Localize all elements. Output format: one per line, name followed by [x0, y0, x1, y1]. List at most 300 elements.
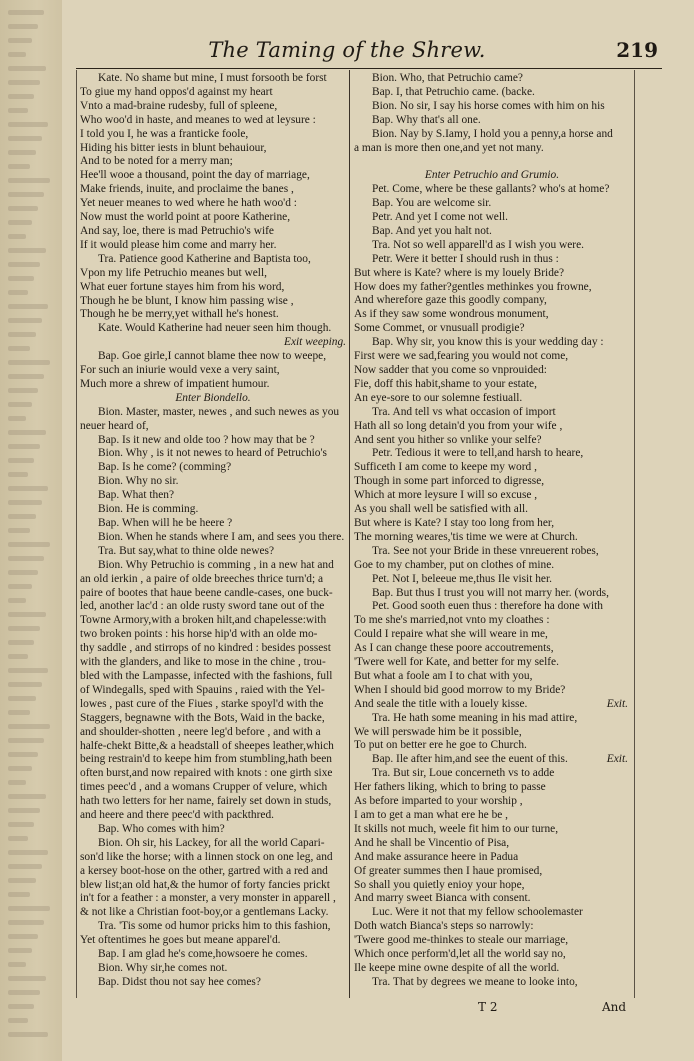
line-text: Hee'll wooe a thousand, point the day of marriage,	[80, 169, 310, 182]
bleed-mark	[8, 94, 34, 99]
text-line	[80, 531, 346, 545]
column-divider	[349, 70, 350, 998]
bleed-mark	[8, 948, 32, 953]
text-line	[80, 962, 346, 976]
text-line	[80, 906, 346, 920]
line-text: Bion. Why no sir.	[98, 475, 179, 488]
line-text: Bion. Why Petruchio is comming , in a new hat and	[98, 558, 334, 571]
bleed-mark	[8, 836, 28, 841]
text-line	[354, 892, 630, 906]
line-text: Goe to my chamber, put on clothes of mine.	[354, 558, 555, 571]
text-line	[354, 948, 630, 962]
line-text: Staggers, begnawne with the Bots, Waid in the backe,	[80, 711, 325, 724]
page-number: 219	[616, 38, 658, 62]
stage-direction: Exit.	[606, 697, 628, 710]
bleed-mark	[8, 220, 32, 225]
text-line	[354, 739, 630, 753]
bleed-mark	[8, 528, 30, 533]
bleed-mark	[8, 752, 38, 757]
text-line	[80, 753, 346, 767]
text-line	[354, 114, 630, 128]
line-text: Bap. Is he come? (comming?	[98, 461, 232, 474]
text-line	[80, 837, 346, 851]
line-text: hath two letters for her name, fairely set down in studs,	[80, 795, 332, 808]
line-text: Doth watch Bianca's steps so narrowly:	[354, 920, 534, 933]
line-text: Bion. Master, master, newes , and such newes as you	[98, 405, 340, 418]
text-line	[354, 767, 630, 781]
line-text: Bap. Ile after him,and see the euent of this.	[372, 753, 568, 766]
text-line	[80, 948, 346, 962]
text-line	[80, 475, 346, 489]
text-line	[80, 114, 346, 128]
bleed-mark	[8, 906, 50, 911]
bleed-mark	[8, 696, 36, 701]
text-line	[354, 531, 630, 545]
line-text: Much more a shrew of impatient humour.	[80, 377, 270, 390]
bleed-mark	[8, 738, 44, 743]
text-line	[354, 489, 630, 503]
line-text: Pet. Good sooth euen thus : therefore ha done with	[372, 600, 603, 613]
line-text: Bap. Who comes with him?	[98, 822, 225, 835]
text-line	[354, 545, 630, 559]
text-line	[354, 183, 630, 197]
text-line	[354, 726, 630, 740]
line-text: Make friends, inuite, and proclaime the banes ,	[80, 183, 294, 196]
line-text: 'Twere good me-thinkes to steale our marriage,	[354, 934, 569, 947]
bleed-mark	[8, 430, 46, 435]
text-line	[354, 670, 630, 684]
left-border-rule	[76, 70, 77, 998]
line-text: Which once perform'd,let all the world say no,	[354, 948, 566, 961]
line-text: Tra. But sir, Loue concerneth vs to adde	[372, 767, 555, 780]
line-text: son'd like the horse; with a linnen stock on one leg, and	[80, 850, 333, 863]
text-line	[80, 851, 346, 865]
bleed-mark	[8, 514, 36, 519]
bleed-mark	[8, 878, 36, 883]
line-text: And say, loe, there is mad Petruchio's wife	[80, 224, 274, 237]
line-text: Bion. Oh sir, his Lackey, for all the world Capari-	[98, 836, 325, 849]
text-line	[354, 197, 630, 211]
text-line	[354, 447, 630, 461]
text-line	[80, 406, 346, 420]
bleed-mark	[8, 136, 42, 141]
text-line	[80, 197, 346, 211]
text-line	[80, 183, 346, 197]
bleed-mark	[8, 808, 40, 813]
text-line	[80, 378, 346, 392]
text-line	[80, 239, 346, 253]
facing-page-bleed	[0, 0, 62, 1061]
bleed-mark	[8, 570, 38, 575]
line-text: Now sadder that you come so vnprouided:	[354, 364, 547, 377]
line-text: Bap. Didst thou not say hee comes?	[98, 975, 261, 988]
line-text: For such an iniurie would vexe a very saint,	[80, 364, 280, 377]
bleed-mark	[8, 360, 50, 365]
text-line	[354, 406, 630, 420]
bleed-mark	[8, 654, 28, 659]
line-text: And seale the title with a louely kisse.	[354, 697, 528, 710]
right-border-rule	[634, 70, 635, 998]
bleed-mark	[8, 416, 26, 421]
bleed-mark	[8, 822, 34, 827]
line-text: Bion. Who, that Petruchio came?	[372, 72, 523, 84]
line-text: As if they saw some wondrous monument,	[354, 308, 549, 321]
text-line	[354, 865, 630, 879]
line-text: Bap. Why that's all one.	[372, 113, 481, 126]
running-title: The Taming of the Shrew.	[208, 38, 486, 62]
text-line	[80, 461, 346, 475]
bleed-mark	[8, 66, 46, 71]
line-text: Bap. And yet you halt not.	[372, 224, 492, 237]
text-line	[354, 364, 630, 378]
line-text: It skills not much, weele fit him to our turne,	[354, 822, 559, 835]
line-text: What euer fortune stayes him from his word,	[80, 280, 285, 293]
text-line	[354, 698, 630, 712]
bleed-mark	[8, 934, 38, 939]
bleed-mark	[8, 486, 48, 491]
line-text: Petr. And yet I come not well.	[372, 211, 509, 224]
line-text: Tra. But say,what to thine olde newes?	[98, 544, 274, 557]
text-line	[80, 392, 346, 406]
line-text: bled with the Lampasse, infected with the fashions, full	[80, 669, 333, 682]
bleed-mark	[8, 710, 30, 715]
text-line	[354, 336, 630, 350]
line-text: Kate. No shame but mine, I must forsooth be forst	[98, 72, 327, 84]
text-line	[80, 225, 346, 239]
text-line	[354, 420, 630, 434]
line-text: Bion. Nay by S.Iamy, I hold you a penny,a horse and	[372, 127, 613, 140]
line-text: Bap. I, that Petruchio came. (backe.	[372, 85, 535, 98]
line-text: When I should bid good morrow to my Bride?	[354, 683, 566, 696]
line-text: And make assurance heere in Padua	[354, 850, 519, 863]
line-text: The morning weares,'tis time we were at Church.	[354, 530, 578, 543]
line-text: neuer heard of,	[80, 419, 149, 432]
text-line	[80, 364, 346, 378]
text-line	[80, 281, 346, 295]
text-line	[354, 684, 630, 698]
line-text: Which at more leysure I will so excuse ,	[354, 489, 538, 502]
text-line	[80, 211, 346, 225]
line-text: a man is more then one,and yet not many.	[354, 141, 544, 154]
text-line	[354, 267, 630, 281]
text-line	[354, 573, 630, 587]
text-line	[80, 865, 346, 879]
bleed-mark	[8, 150, 36, 155]
text-line	[354, 600, 630, 614]
line-text: Bap. Goe girle,I cannot blame thee now to weepe,	[98, 350, 327, 363]
line-text: Bion. No sir, I say his horse comes with him on his	[372, 99, 605, 112]
line-text: To put on better ere he goe to Church.	[354, 739, 527, 752]
text-line	[80, 434, 346, 448]
bleed-mark	[8, 332, 36, 337]
line-text: Exit weeping.	[284, 336, 346, 349]
text-line	[80, 879, 346, 893]
text-line	[354, 225, 630, 239]
bleed-mark	[8, 472, 28, 477]
line-text: As before imparted to your worship ,	[354, 795, 523, 808]
text-line	[354, 795, 630, 809]
bleed-mark	[8, 794, 46, 799]
bleed-mark	[8, 626, 40, 631]
bleed-mark	[8, 24, 38, 29]
bleed-mark	[8, 374, 44, 379]
text-line	[80, 628, 346, 642]
text-line	[354, 934, 630, 948]
bleed-mark	[8, 500, 42, 505]
text-line	[80, 684, 346, 698]
bleed-mark	[8, 1018, 28, 1023]
text-line	[354, 517, 630, 531]
text-line	[80, 559, 346, 573]
line-text: Bap. Why sir, you know this is your wedding day :	[372, 336, 604, 349]
text-line	[354, 781, 630, 795]
text-line	[80, 267, 346, 281]
line-text: Petr. Tedious it were to tell,and harsh to heare,	[372, 447, 584, 460]
line-text: led, another lac'd : an olde rusty sword tane out of the	[80, 600, 325, 613]
line-text: Luc. Were it not that my fellow schoolemaster	[372, 906, 583, 919]
line-text: Bion. When he stands where I am, and sees you there.	[98, 530, 345, 543]
line-text: Tra. Patience good Katherine and Baptista too,	[98, 252, 311, 265]
line-text: halfe-chekt Bitte,& a headstall of sheepes leather,which	[80, 739, 334, 752]
bleed-mark	[8, 192, 44, 197]
text-line	[80, 781, 346, 795]
stage-direction: Exit.	[606, 753, 628, 766]
line-text: Bap. What then?	[98, 489, 175, 502]
line-text: and heere and there peec'd with packthred.	[80, 809, 275, 822]
line-text: And wherefore gaze this goodly company,	[354, 294, 547, 307]
text-line	[354, 823, 630, 837]
text-line	[354, 559, 630, 573]
line-text: To me she's married,not vnto my cloathes :	[354, 614, 550, 627]
text-line	[80, 86, 346, 100]
bleed-mark	[8, 290, 28, 295]
text-line	[80, 698, 346, 712]
text-line	[354, 392, 630, 406]
bleed-mark	[8, 1004, 34, 1009]
bleed-mark	[8, 612, 46, 617]
bleed-mark	[8, 920, 44, 925]
text-line	[354, 614, 630, 628]
line-text: Bion. He is comming.	[98, 503, 199, 516]
bleed-mark	[8, 304, 48, 309]
text-line	[354, 712, 630, 726]
line-text: Bap. Is it new and olde too ? how may that be ?	[98, 433, 315, 446]
text-line	[354, 72, 630, 86]
text-line	[80, 934, 346, 948]
bleed-mark	[8, 864, 42, 869]
line-text: Towne Armory,with a broken hilt,and chapelesse:with	[80, 614, 327, 627]
line-text: I am to get a man what ere he be ,	[354, 809, 509, 822]
text-line	[80, 72, 346, 86]
bleed-mark	[8, 444, 40, 449]
text-line	[80, 503, 346, 517]
bleed-mark	[8, 388, 38, 393]
bleed-mark	[8, 346, 30, 351]
line-text: Enter Biondello.	[175, 391, 251, 404]
bleed-mark	[8, 122, 48, 127]
text-line	[354, 211, 630, 225]
line-text: blew list;an old hat,& the humor of forty fancies prickt	[80, 878, 330, 891]
line-text: Bap. When will he be heere ?	[98, 517, 233, 529]
line-text: How does my father?gentles methinkes you frowne,	[354, 280, 592, 293]
left-text-column	[80, 72, 346, 990]
bleed-mark	[8, 976, 46, 981]
line-text: I told you I, he was a franticke foole,	[80, 127, 249, 140]
text-line	[80, 545, 346, 559]
bleed-mark	[8, 724, 50, 729]
text-line	[80, 642, 346, 656]
bleed-mark	[8, 80, 40, 85]
line-text: 'Twere well for Kate, and better for my selfe.	[354, 656, 559, 669]
text-line	[354, 962, 630, 976]
line-text: in't for a feather : a monster, a very monster in apparell ,	[80, 892, 336, 905]
bleed-mark	[8, 108, 28, 113]
bleed-mark	[8, 206, 38, 211]
line-text: And to be noted for a merry man;	[80, 155, 233, 168]
line-text: Bap. You are welcome sir.	[372, 197, 492, 210]
text-line	[80, 308, 346, 322]
line-text: Sufficeth I am come to keepe my word ,	[354, 461, 537, 474]
text-line	[354, 976, 630, 990]
line-text: Tra. See not your Bride in these vnreuerent robes,	[372, 544, 599, 557]
text-line	[354, 642, 630, 656]
line-text: And sent you hither so vnlike your selfe?	[354, 433, 542, 446]
line-text: often burst,and now repaired with knots : one girth sixe	[80, 767, 333, 780]
line-text: An eye-sore to our solemne festiuall.	[354, 391, 523, 404]
text-line	[80, 795, 346, 809]
line-text: Pet. Not I, beleeue me,thus Ile visit her.	[372, 572, 552, 585]
line-text: Bap. I am glad he's come,howsoere he comes.	[98, 948, 308, 961]
text-line	[80, 100, 346, 114]
line-text: Of greater summes then I haue promised,	[354, 864, 543, 877]
line-text: Hiding his bitter iests in blunt behauiour,	[80, 141, 267, 154]
bleed-mark	[8, 178, 50, 183]
line-text: Kate. Would Katherine had neuer seen him though.	[98, 322, 332, 335]
bleed-mark	[8, 668, 48, 673]
line-text: So shall you quietly enioy your hope,	[354, 878, 525, 891]
line-text: First were we sad,fearing you would not come,	[354, 350, 569, 363]
line-text: Vpon my life Petruchio meanes but well,	[80, 266, 267, 279]
line-text: Her fathers liking, which to bring to passe	[354, 781, 546, 794]
text-line	[354, 350, 630, 364]
bleed-mark	[8, 458, 34, 463]
text-line	[354, 169, 630, 183]
text-line	[354, 100, 630, 114]
book-page	[62, 0, 694, 1061]
text-line	[80, 155, 346, 169]
bleed-mark	[8, 262, 40, 267]
bleed-mark	[8, 682, 42, 687]
text-line	[80, 976, 346, 990]
line-text: Tra. That by degrees we meane to looke into,	[372, 975, 578, 988]
line-text: And he shall be Vincentio of Pisa,	[354, 836, 510, 849]
text-line	[354, 308, 630, 322]
text-line	[80, 253, 346, 267]
bleed-mark	[8, 962, 26, 967]
text-line	[80, 336, 346, 350]
bleed-mark	[8, 542, 50, 547]
line-text: Pet. Come, where be these gallants? who's at home?	[372, 183, 610, 196]
line-text: times peec'd , and a womans Crupper of velure, which	[80, 781, 328, 794]
bleed-mark	[8, 164, 30, 169]
line-text: Hath all so long detain'd you from your wife ,	[354, 419, 563, 432]
line-text: But what a foole am I to chat with you,	[354, 669, 533, 682]
catchword: And	[602, 1000, 627, 1014]
text-line	[354, 281, 630, 295]
text-line	[80, 892, 346, 906]
text-line	[80, 573, 346, 587]
line-text: and shoulder-shotten , neere leg'd before , and with a	[80, 725, 321, 738]
text-line	[354, 253, 630, 267]
text-line	[80, 600, 346, 614]
bleed-mark	[8, 1032, 48, 1037]
line-text: Tra. He hath some meaning in his mad attire,	[372, 711, 578, 724]
line-text: Some Commet, or vnusuall prodigie?	[354, 322, 525, 335]
text-line	[354, 628, 630, 642]
text-line	[354, 656, 630, 670]
line-text: an old ierkin , a paire of olde breeches thrice turn'd; a	[80, 572, 324, 585]
text-line	[80, 809, 346, 823]
text-line	[80, 614, 346, 628]
line-text: To giue my hand oppos'd against my heart	[80, 85, 273, 98]
signature-mark: T 2	[478, 1000, 498, 1014]
line-text: Though he be blunt, I know him passing wise ,	[80, 294, 294, 307]
text-line	[354, 503, 630, 517]
bleed-mark	[8, 598, 26, 603]
text-line	[354, 475, 630, 489]
text-line	[354, 378, 630, 392]
text-line	[80, 517, 346, 531]
line-text: Who woo'd in haste, and meanes to wed at leysure :	[80, 113, 316, 126]
line-text: Vnto a mad-braine rudesby, full of spleene,	[80, 99, 278, 112]
bleed-mark	[8, 850, 48, 855]
line-text: Yet neuer meanes to wed where he hath woo'd :	[80, 197, 297, 210]
text-line	[80, 587, 346, 601]
bleed-mark	[8, 892, 30, 897]
text-line	[80, 169, 346, 183]
text-line	[80, 767, 346, 781]
text-line	[354, 920, 630, 934]
line-text: paire of bootes that haue beene candle-cases, one buck-	[80, 586, 333, 599]
line-text: Petr. Were it better I should rush in thus :	[372, 252, 559, 265]
line-text: of Windegalls, sped with Spauins , raied with the Yel-	[80, 683, 325, 696]
text-line	[354, 461, 630, 475]
text-line	[80, 726, 346, 740]
text-line	[354, 587, 630, 601]
text-line	[80, 350, 346, 364]
text-line	[80, 447, 346, 461]
text-line	[80, 322, 346, 336]
line-text: being restrain'd to keepe him from stumbling,hath been	[80, 753, 332, 766]
bleed-mark	[8, 584, 32, 589]
text-line	[354, 879, 630, 893]
line-text: Though in some part inforced to digresse,	[354, 475, 545, 488]
bleed-mark	[8, 318, 42, 323]
line-text: Bion. Why sir,he comes not.	[98, 962, 228, 974]
text-line	[354, 753, 630, 767]
text-line	[80, 920, 346, 934]
line-text: thy saddle , and stirrops of no kindred : besides possest	[80, 642, 331, 655]
line-text: Now must the world point at poore Katherine,	[80, 211, 291, 224]
text-line	[80, 712, 346, 726]
bleed-mark	[8, 402, 32, 407]
line-text: & not like a Christian foot-boy,or a gentlemans Lacky.	[80, 906, 329, 919]
right-text-column	[354, 72, 630, 990]
bleed-mark	[8, 248, 46, 253]
line-text: Fie, doff this habit,shame to your estate,	[354, 377, 537, 390]
text-line	[354, 239, 630, 253]
line-text: Tra. 'Tis some od humor pricks him to this fashion,	[98, 920, 331, 933]
